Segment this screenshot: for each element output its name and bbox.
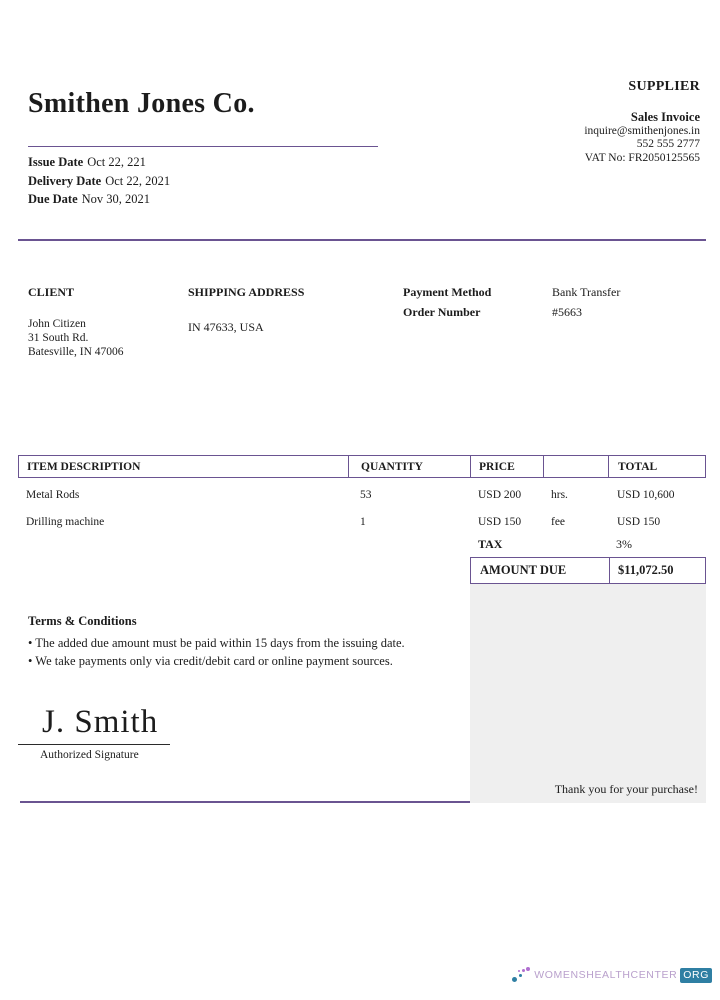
col-header-description: ITEM DESCRIPTION: [18, 455, 348, 478]
table-row: [18, 481, 706, 508]
issue-date-value: Oct 22, 221: [87, 155, 146, 169]
issue-date-label: Issue Date: [28, 155, 84, 169]
signature-label: Authorized Signature: [40, 749, 139, 761]
item-price: USD 200: [478, 488, 522, 501]
supplier-label: SUPPLIER: [628, 79, 700, 94]
shipping-address-label: SHIPPING ADDRESS: [188, 285, 305, 299]
item-total: USD 10,600: [617, 488, 675, 501]
supplier-details: [584, 111, 700, 165]
col-header-total: TOTAL: [608, 455, 706, 478]
item-unit: fee: [551, 515, 566, 528]
section-divider: [18, 239, 706, 241]
signature-line: [18, 744, 170, 745]
item-unit: hrs.: [551, 488, 568, 501]
item-quantity: 53: [360, 488, 372, 501]
due-date-label: Due Date: [28, 192, 78, 206]
tax-value: 3%: [616, 537, 632, 551]
payment-method-label: Payment Method: [403, 285, 492, 299]
order-number-value: #5663: [552, 305, 582, 319]
dots-logo-icon: [511, 966, 531, 984]
footer-divider: [20, 801, 470, 803]
table-header-row: [18, 455, 706, 478]
company-underline: [28, 146, 378, 147]
terms-and-conditions: [28, 612, 405, 671]
delivery-date-value: Oct 22, 2021: [105, 173, 171, 188]
supplier-email: inquire@smithenjones.in: [584, 124, 700, 137]
signature-block: [18, 704, 170, 761]
due-date-value: Nov 30, 2021: [81, 192, 151, 206]
item-quantity: 1: [360, 515, 366, 528]
company-name: Smithen Jones Co.: [28, 88, 255, 119]
delivery-date: [28, 172, 170, 191]
watermark-text: WOMENSHEALTHCENTER: [534, 969, 678, 981]
supplier-vat: VAT No: FR2050125565: [584, 151, 700, 164]
watermark-org-badge: ORG: [680, 968, 712, 983]
order-number-label: Order Number: [403, 305, 481, 319]
amount-due-label: AMOUNT DUE: [471, 558, 610, 583]
item-description: Metal Rods: [26, 488, 80, 501]
client-name: John Citizen: [28, 318, 86, 330]
amount-due-value: $11,072.50: [618, 563, 674, 577]
signature-name: J. Smith: [42, 704, 159, 740]
col-header-unit: [543, 455, 608, 478]
item-description: Drilling machine: [26, 515, 105, 528]
line-items-table: [18, 455, 706, 535]
terms-item: • The added due amount must be paid within 15 days from the issuing date.: [28, 635, 405, 650]
supplier-phone: 552 555 2777: [636, 138, 700, 150]
watermark-logo: [511, 966, 712, 984]
terms-item: • We take payments only via credit/debit card or online payment sources.: [28, 654, 393, 668]
col-header-quantity: QUANTITY: [348, 455, 470, 478]
tax-label: TAX: [478, 537, 503, 551]
client-city: Batesville, IN 47006: [28, 346, 124, 358]
shipping-address-value: IN 47633, USA: [188, 320, 264, 334]
invoice-type: Sales Invoice: [630, 110, 700, 124]
client-address: [28, 317, 124, 359]
client-label: CLIENT: [28, 285, 75, 299]
client-street: 31 South Rd.: [28, 332, 89, 344]
table-body: [18, 478, 706, 535]
terms-title: Terms & Conditions: [28, 614, 137, 628]
delivery-date-label: Delivery Date: [28, 173, 102, 188]
thank-you-note: Thank you for your purchase!: [554, 782, 698, 796]
table-row: [18, 508, 706, 535]
payment-method-value: Bank Transfer: [552, 285, 621, 299]
invoice-dates: [28, 153, 170, 209]
item-price: USD 150: [478, 515, 522, 528]
issue-date: [28, 153, 170, 172]
item-total: USD 150: [617, 515, 661, 528]
due-date: [28, 190, 170, 209]
amount-due-box: [470, 557, 706, 584]
summary-panel: [470, 584, 706, 803]
col-header-price: PRICE: [470, 455, 543, 478]
